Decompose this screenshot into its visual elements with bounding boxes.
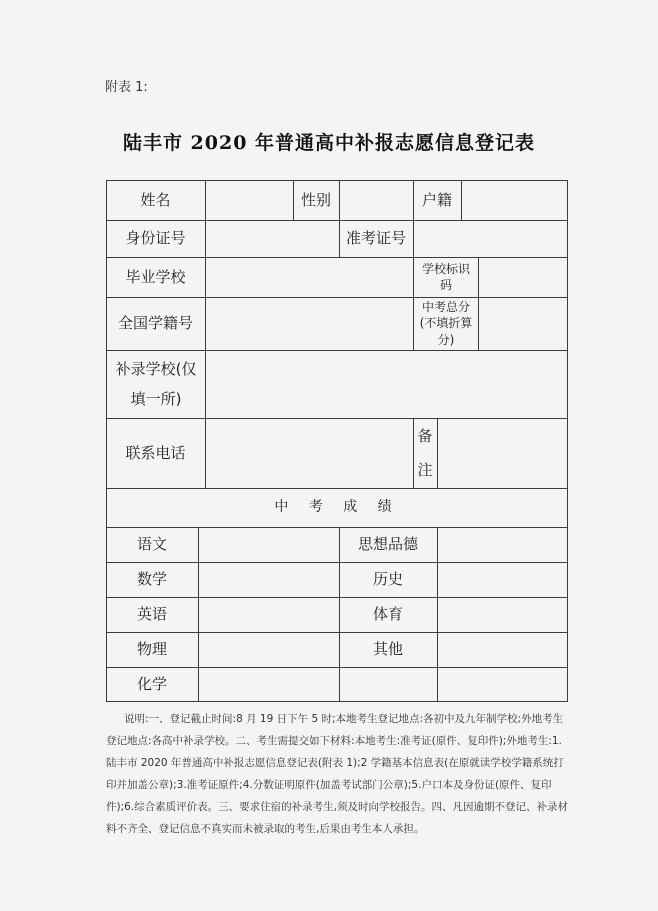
- gender-field[interactable]: [339, 180, 413, 220]
- label-school-code: 学校标识码: [422, 261, 471, 292]
- label-phone: 联系电话: [125, 443, 186, 462]
- label-remarks: 备注: [417, 427, 433, 479]
- supplementary-school-field[interactable]: [205, 350, 567, 418]
- label-exam-number: 准考证号: [345, 229, 406, 247]
- score-field[interactable]: [437, 597, 567, 632]
- household-field[interactable]: [461, 180, 567, 220]
- score-label: 体育: [372, 605, 403, 623]
- label-total-score: 中考总分(不填折算分): [419, 300, 473, 347]
- id-number-field[interactable]: [205, 220, 339, 257]
- score-label: 历史: [372, 570, 403, 588]
- graduated-school-field[interactable]: [205, 257, 413, 297]
- name-field[interactable]: [205, 180, 293, 220]
- label-supplementary-school: 补录学校(仅填一所): [115, 360, 197, 408]
- score-label: 语文: [136, 535, 167, 553]
- remarks-field[interactable]: [437, 418, 567, 488]
- score-label: [339, 667, 437, 701]
- page-title: 陆丰市 2020 年普通高中补报志愿信息登记表: [122, 132, 536, 154]
- label-household: 户籍: [421, 190, 452, 209]
- score-field[interactable]: [198, 632, 339, 667]
- instructions-note: 说明:一、登记截止时间:8 月 19 日下午 5 时;本地考生登记地点:各初中及九年制学校;外地考生登记地点:各高中补录学校。二、考生需提交如下材料:本地考生:准考证(原件、复印件);外地考生:1.陆丰市 2020 年普通高中补报志愿信息登记表(附表 1);2 学籍基本信息表(在原就读学校学籍系统打印并加盖公章);3.准考证原件;4.分数证明原件(加盖考试部门公章);5.户口本及身份证(原件、复印件);6.综合素质评价表。三、要求住宿的补录考生,须及时向学校报告。四、凡因逾期不登记、补录材料不齐全、登记信息不真实而未被录取的考生,后果由考生本人承担。: [106, 713, 568, 835]
- national-student-id-field[interactable]: [205, 297, 413, 350]
- score-label: 英语: [136, 605, 167, 623]
- scores-section-title: 中 考 成 绩: [274, 498, 400, 515]
- score-field[interactable]: [198, 562, 339, 597]
- score-field[interactable]: [198, 527, 339, 562]
- score-label: 物理: [136, 640, 167, 658]
- label-graduated-school: 毕业学校: [125, 267, 186, 286]
- score-label: 数学: [136, 570, 167, 588]
- score-field[interactable]: [437, 667, 567, 701]
- score-field[interactable]: [437, 562, 567, 597]
- score-field[interactable]: [198, 597, 339, 632]
- label-gender: 性别: [300, 190, 331, 209]
- label-id-number: 身份证号: [125, 229, 186, 247]
- score-field[interactable]: [437, 632, 567, 667]
- score-label: 思想品德: [357, 535, 418, 553]
- score-field[interactable]: [198, 667, 339, 701]
- exam-number-field[interactable]: [413, 220, 567, 257]
- school-code-field[interactable]: [478, 257, 567, 297]
- phone-field[interactable]: [205, 418, 413, 488]
- label-national-student-id: 全国学籍号: [117, 314, 193, 332]
- total-score-field[interactable]: [478, 297, 567, 350]
- score-label: 其他: [372, 640, 403, 658]
- score-field[interactable]: [437, 527, 567, 562]
- label-name: 姓名: [140, 190, 171, 209]
- score-label: 化学: [136, 674, 167, 693]
- attachment-label: 附表 1:: [105, 80, 148, 95]
